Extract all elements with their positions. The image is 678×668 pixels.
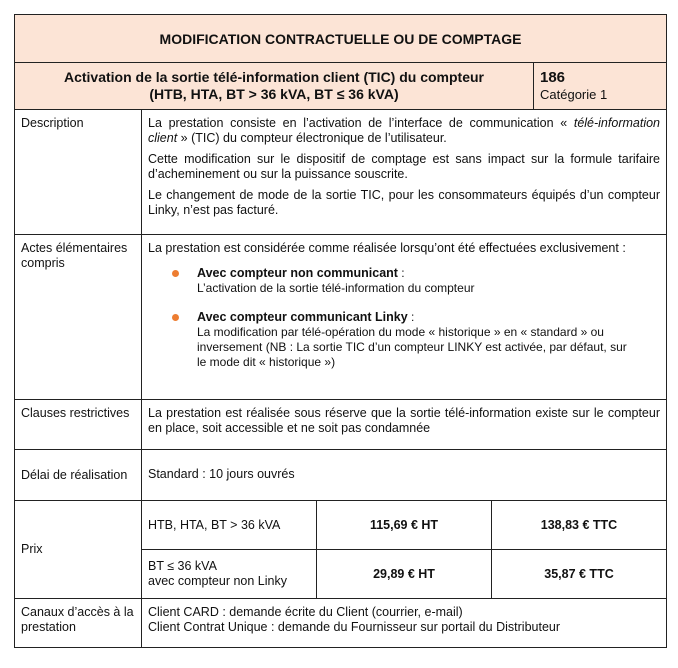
prestation-header-table [14,14,667,110]
prestation-details-table [14,109,667,648]
prix-segment-1: HTB, HTA, BT > 36 kVA [142,501,317,550]
bullet-1-text: L’activation de la sortie télé-information du compteur [197,281,475,295]
section-title: MODIFICATION CONTRACTUELLE OU DE COMPTAGE [15,15,667,63]
canaux-line2: Client Contrat Unique : demande du Fournisseur sur portail du Distributeur [148,620,561,634]
description-p1-b: » (TIC) du compteur électronique de l’utilisateur. [177,131,447,145]
prix-row-1 [15,501,667,550]
bullet-2-title: Avec compteur communicant Linky [197,310,408,324]
description-p1-em: télé-information client [148,116,660,145]
actes-intro: La prestation est considérée comme réalisée lorsqu’ont été effectuées exclusivement : [148,241,626,255]
description-label: Description [15,110,142,235]
bullet-2-colon: : [407,310,415,324]
prestation-title-line2: (HTB, HTA, BT > 36 kVA, BT ≤ 36 kVA) [149,86,399,102]
delai-text: Standard : 10 jours ouvrés [142,450,667,501]
actes-bullet-1 [172,266,660,296]
bullet-2-text: La modification par télé-opération du mode « historique » en « standard » ou inversement (NB : La sortie TIC d’un compteur LINKY est activée, par défaut, sur le mode dit « historique ») [197,325,627,369]
canaux-row [15,599,667,648]
prestation-title [15,63,534,110]
description-p3: Le changement de mode de la sortie TIC, pour les consommateurs équipés d’un compteur Linky, n’est pas facturé. [148,188,660,217]
bullet-dot-icon [172,314,179,321]
prestation-number: 186 [540,69,566,86]
prix-segment-2-line2: avec compteur non Linky [148,574,287,588]
prix-ht-2: 29,89 € HT [317,550,492,599]
prix-segment-2 [142,550,317,599]
description-p1 [148,116,660,146]
bullet-dot-icon [172,270,179,277]
actes-bullet-2 [172,310,660,370]
clauses-label: Clauses restrictives [15,400,142,450]
description-row [15,110,667,235]
actes-content [142,235,667,400]
prix-segment-2-line1: BT ≤ 36 kVA [148,559,217,573]
description-content [142,110,667,235]
prestation-number-cell [534,63,667,110]
actes-row [15,235,667,400]
clauses-text: La prestation est réalisée sous réserve que la sortie télé-information existe sur le compteur en place, soit accessible et ne soit pas condamnée [142,400,667,450]
prix-ttc-2: 35,87 € TTC [492,550,667,599]
actes-label: Actes élémentaires compris [15,235,142,400]
prix-ht-1: 115,69 € HT [317,501,492,550]
canaux-label: Canaux d’accès à la prestation [15,599,142,648]
description-p1-a: La prestation consiste en l’activation de l’interface de communication « [148,116,574,130]
canaux-content [142,599,667,648]
canaux-line1: Client CARD : demande écrite du Client (courrier, e-mail) [148,605,463,619]
prestation-category: Catégorie 1 [540,87,608,102]
prestation-sheet [14,14,666,648]
description-p2: Cette modification sur le dispositif de comptage est sans impact sur la formule tarifaire d’acheminement ou sur la puissance souscrite. [148,152,660,181]
delai-label: Délai de réalisation [15,450,142,501]
prestation-title-line1: Activation de la sortie télé-information client (TIC) du compteur [63,69,485,85]
delai-row [15,450,667,501]
clauses-row [15,400,667,450]
bullet-1-colon: : [397,266,405,280]
prix-label: Prix [15,501,142,599]
prix-ttc-1: 138,83 € TTC [492,501,667,550]
bullet-1-title: Avec compteur non communicant [197,266,398,280]
